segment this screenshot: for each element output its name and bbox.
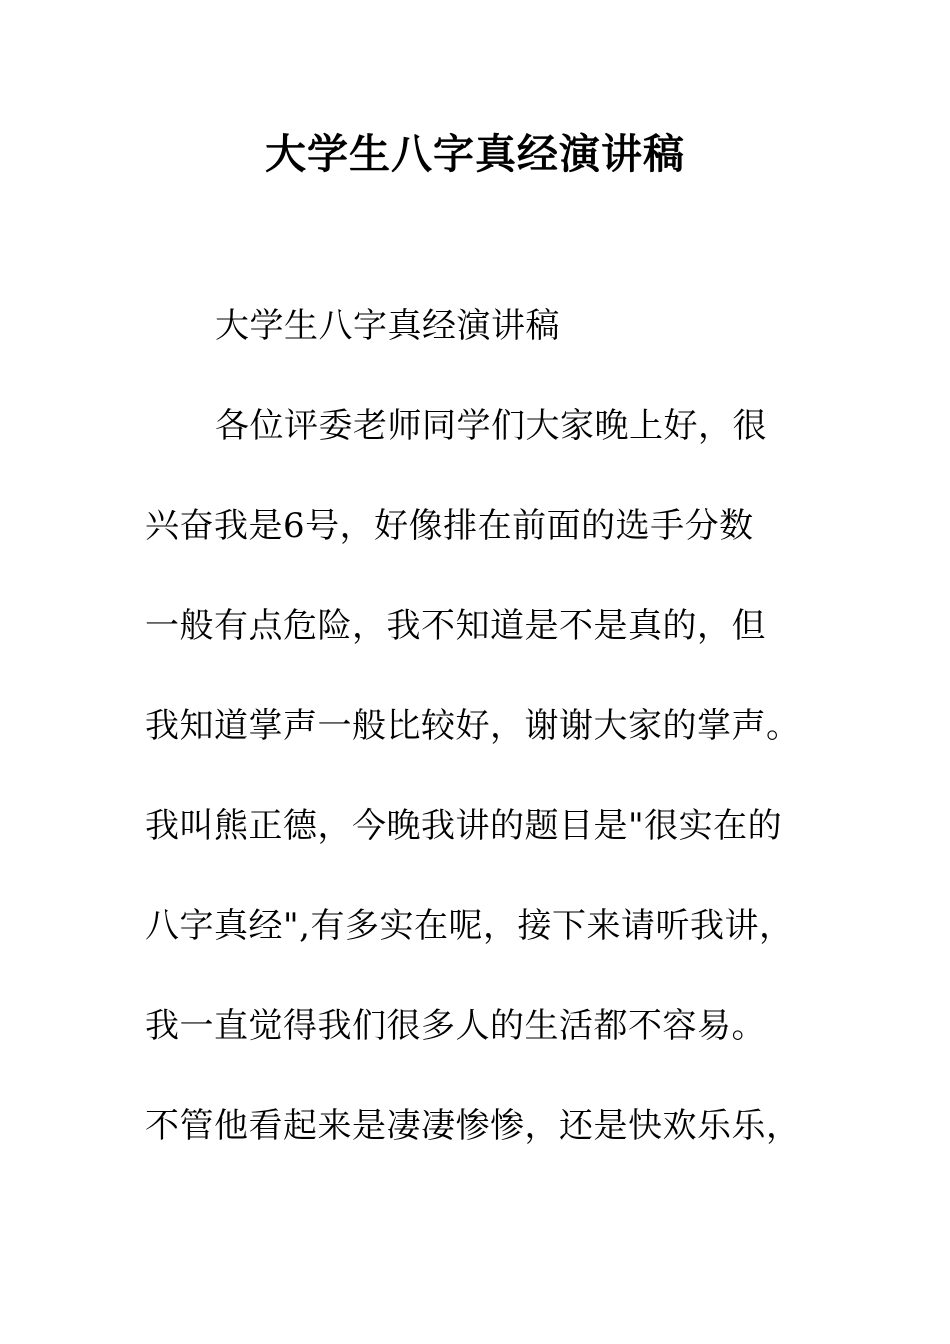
body-line: 我叫熊正德，今晚我讲的题目是"很实在的 — [145, 806, 783, 846]
body-line: 我一直觉得我们很多人的生活都不容易。 — [145, 1006, 766, 1046]
body-line: 各位评委老师同学们大家晚上好，很 — [215, 406, 767, 446]
body-line: 八字真经",有多实在呢，接下来请听我讲， — [145, 906, 794, 946]
body-line-subtitle: 大学生八字真经演讲稿 — [215, 306, 560, 346]
body-line: 兴奋我是6号，好像排在前面的选手分数 — [145, 506, 754, 546]
body-line: 不管他看起来是凄凄惨惨，还是快欢乐乐， — [145, 1106, 801, 1146]
body-line: 一般有点危险，我不知道是不是真的，但 — [145, 606, 766, 646]
document-title: 大学生八字真经演讲稿 — [265, 130, 685, 178]
body-line: 我知道掌声一般比较好，谢谢大家的掌声。 — [145, 706, 801, 746]
